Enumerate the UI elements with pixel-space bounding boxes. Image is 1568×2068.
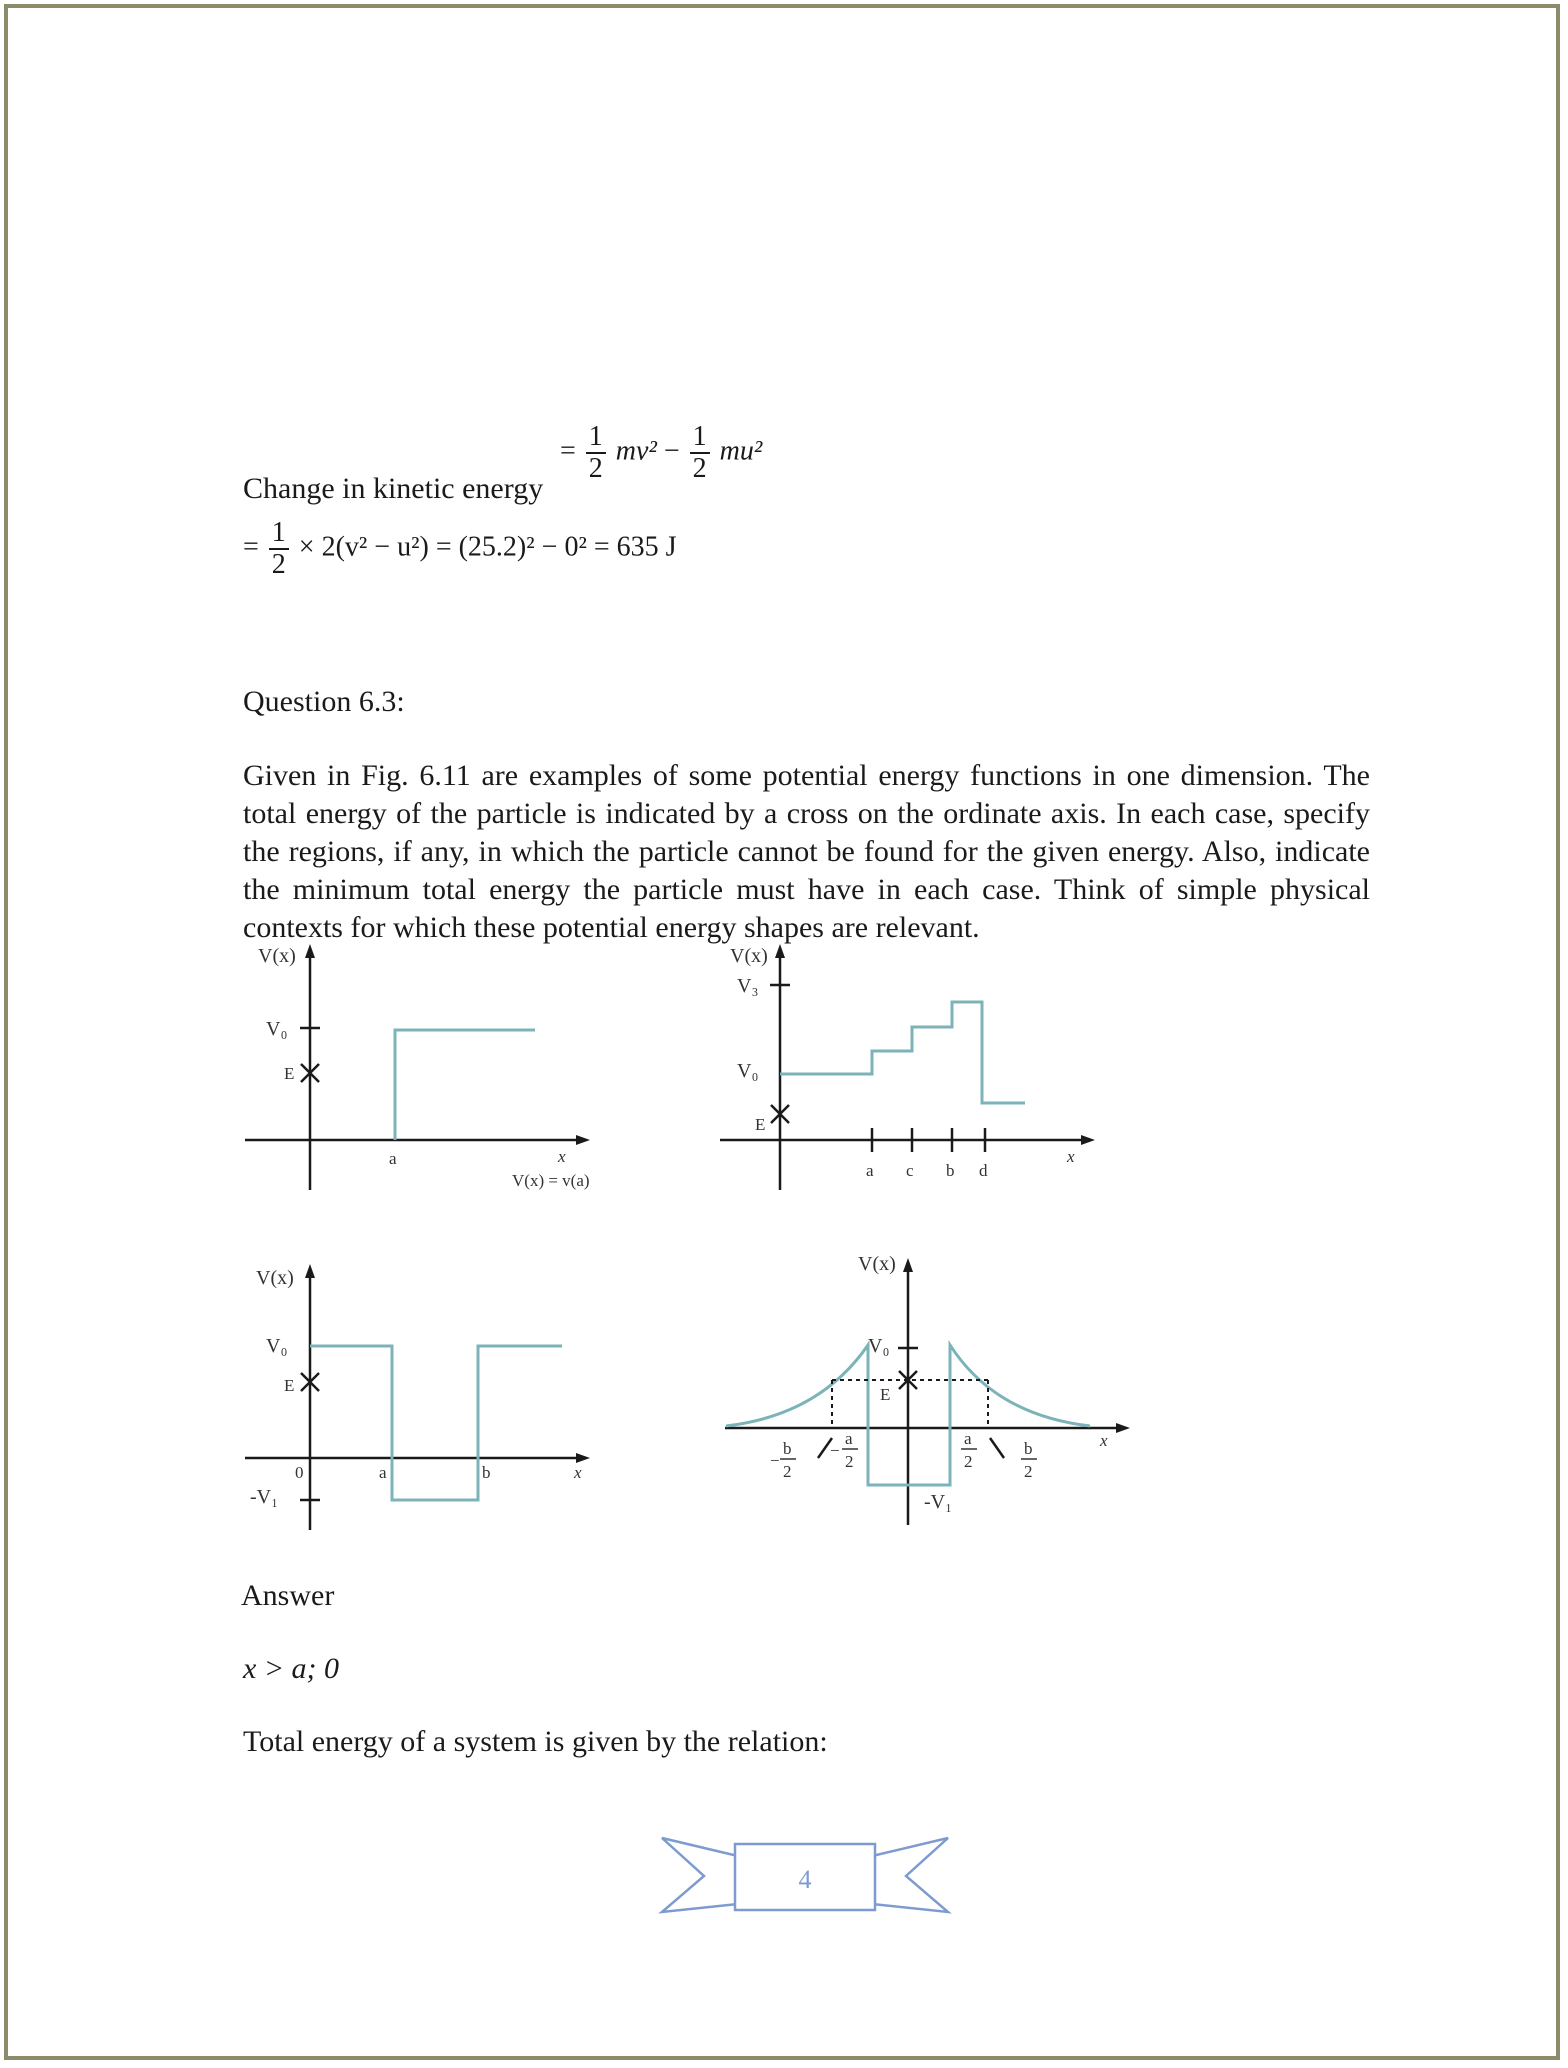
- label-minus-b-over-2: [770, 1439, 796, 1481]
- answer-line-2: Total energy of a system is given by the relation:: [243, 1725, 828, 1758]
- e-label: E: [755, 1115, 766, 1134]
- figure-double-exponential-well: [720, 1240, 1140, 1540]
- v1-label: -V₁: [924, 1491, 953, 1513]
- potential-curve: [310, 1346, 562, 1500]
- ribbon-right-tail: [872, 1838, 948, 1912]
- ribbon-left-tail: [662, 1838, 738, 1912]
- figure-caption: V(x) = v(a): [512, 1171, 590, 1190]
- d-label: d: [979, 1161, 988, 1180]
- frac-den: 2: [1024, 1462, 1033, 1481]
- equals-sign: =: [243, 531, 259, 563]
- e-label: E: [880, 1385, 891, 1404]
- question-text: Given in Fig. 6.11 are examples of some potential energy functions in one dimension. The total energy of the particle is indicated by a cross on the ordinate axis. In each case, specify the regions, if any, in which the particle cannot be found for the given energy. Also, indicate the minimum total energy the particle must have in each case. Think of simple physical contexts for which these potential energy shapes are relevant.: [243, 759, 1370, 944]
- answer-title: Answer: [241, 1579, 335, 1612]
- pointer-right: [990, 1438, 1004, 1458]
- c-label: c: [906, 1161, 914, 1180]
- frac-num: b: [783, 1439, 792, 1458]
- y-label: V(x): [858, 1253, 896, 1275]
- ke-result: × 2(v² − u²) = (25.2)² − 0² = 635 J: [298, 531, 677, 563]
- zero-label: 0: [295, 1463, 304, 1482]
- x-label: x: [574, 1463, 582, 1482]
- y-arrow-icon: [775, 944, 785, 958]
- label-a-over-2: [961, 1429, 977, 1471]
- figure-step-potential: [240, 940, 640, 1200]
- frac-num: 1: [586, 422, 606, 454]
- e-label: E: [284, 1376, 295, 1395]
- figure-stair-potential: [715, 940, 1105, 1200]
- equals-sign: =: [560, 435, 576, 467]
- frac-den: 2: [588, 453, 603, 484]
- y-arrow-icon: [305, 1264, 315, 1278]
- frac-num: a: [845, 1429, 853, 1448]
- y-arrow-icon: [903, 1258, 913, 1272]
- x-arrow-icon: [1081, 1135, 1095, 1145]
- ke-label: Change in kinetic energy: [243, 472, 544, 505]
- frac-den: 2: [783, 1462, 792, 1481]
- frac-num: a: [964, 1429, 972, 1448]
- potential-curve: [780, 1002, 1025, 1103]
- mu-squared: mu²: [719, 435, 763, 467]
- v1-label: -V₁: [250, 1486, 279, 1508]
- frac-den: 2: [692, 453, 707, 484]
- answer-line-1: x > a; 0: [243, 1652, 340, 1685]
- y-arrow-icon: [305, 944, 315, 958]
- ke-equation-line1: [560, 422, 762, 484]
- v0-label: V₀: [266, 1335, 288, 1357]
- v0-label: V₀: [266, 1018, 288, 1040]
- y-label: V(x): [258, 945, 296, 967]
- minus-sign: −: [830, 1441, 840, 1460]
- minus-sign: −: [663, 435, 680, 467]
- a-label: a: [379, 1463, 387, 1482]
- v0-label: V₀: [737, 1060, 759, 1082]
- y-label: V(x): [256, 1267, 294, 1289]
- label-b-over-2: [1021, 1439, 1037, 1481]
- y-label: V(x): [730, 945, 768, 967]
- x-arrow-icon: [576, 1135, 590, 1145]
- frac-num: b: [1024, 1439, 1033, 1458]
- v0-label: V₀: [868, 1335, 890, 1357]
- x-arrow-icon: [1116, 1423, 1130, 1433]
- frac-den: 2: [964, 1452, 973, 1471]
- potential-curve: [395, 1030, 535, 1140]
- x-label: x: [1100, 1431, 1108, 1450]
- page-number: 4: [798, 1865, 812, 1894]
- fraction-half-2: [690, 422, 710, 484]
- fraction-half-3: [269, 518, 289, 580]
- question-title: Question 6.3:: [243, 685, 405, 718]
- b-label: b: [482, 1463, 491, 1482]
- a-label: a: [866, 1161, 874, 1180]
- b-label: b: [946, 1161, 955, 1180]
- x-label: x: [558, 1147, 566, 1166]
- x-arrow-icon: [576, 1453, 590, 1463]
- a-label: a: [389, 1149, 397, 1168]
- frac-den: 2: [271, 549, 286, 580]
- frac-num: 1: [269, 518, 289, 550]
- label-minus-a-over-2: [830, 1429, 858, 1471]
- mv-squared: mv²: [615, 435, 657, 467]
- frac-den: 2: [845, 1452, 854, 1471]
- figure-square-well: [240, 1250, 620, 1540]
- frac-num: 1: [690, 422, 710, 454]
- v3-label: V₃: [737, 975, 759, 997]
- page-number-ribbon: [660, 1832, 950, 1922]
- minus-sign: −: [770, 1451, 780, 1470]
- ke-equation-line2: [243, 518, 677, 580]
- fraction-half: [586, 422, 606, 484]
- x-label: x: [1067, 1147, 1075, 1166]
- e-label: E: [284, 1064, 295, 1083]
